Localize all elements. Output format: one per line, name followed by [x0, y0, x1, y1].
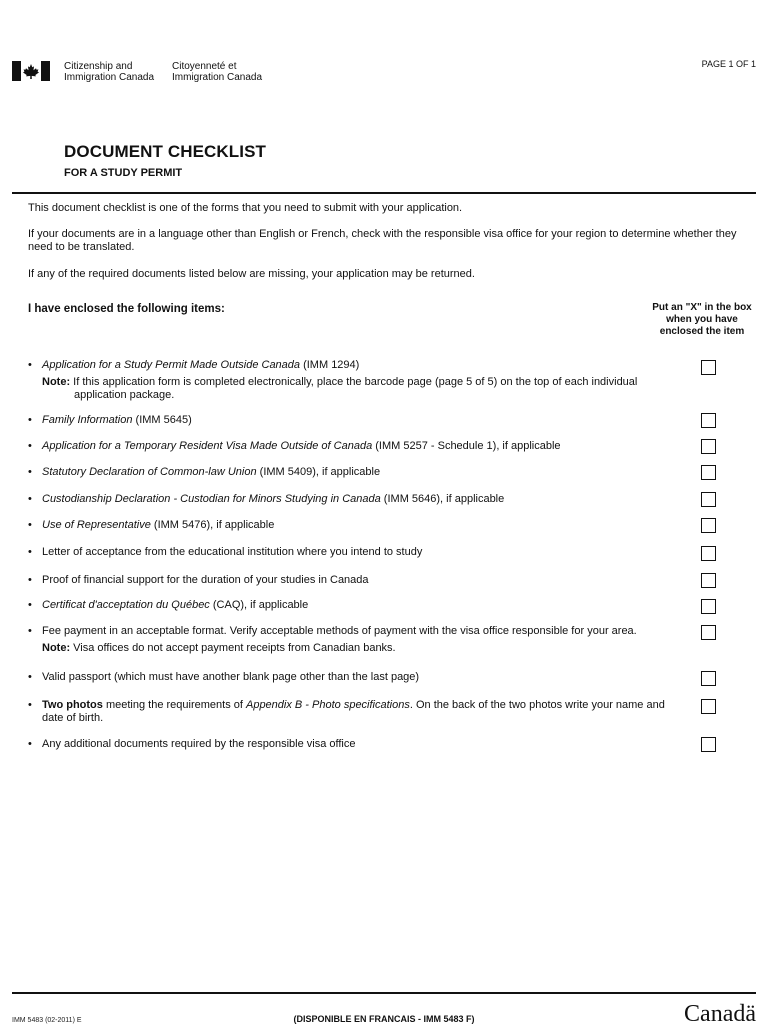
bullet-icon: •: [28, 574, 32, 586]
document-subtitle: FOR A STUDY PERMIT: [64, 167, 183, 179]
header-divider: [12, 192, 756, 194]
item-checkbox[interactable]: [701, 360, 716, 375]
bullet-icon: •: [28, 625, 32, 637]
checklist-item: • Two photos meeting the requirements of Appendix B - Photo specifications. On the back of the two photos write your name and date of birth.: [28, 699, 665, 724]
bullet-icon: •: [28, 440, 32, 452]
item-checkbox[interactable]: [701, 573, 716, 588]
canada-flag-icon: [12, 61, 50, 81]
item-checkbox[interactable]: [701, 546, 716, 561]
item-title: Any additional documents required by the responsible visa office: [42, 738, 356, 750]
item-detail: . On the back of the two photos write your name and date of birth.: [42, 699, 665, 724]
item-checkbox[interactable]: [701, 599, 716, 614]
item-title: Valid passport (which must have another blank page other than the last page): [42, 671, 420, 683]
checklist-item: [28, 493, 678, 506]
item-detail: (IMM 5645): [132, 414, 192, 426]
item-detail: (IMM 5646), if applicable: [380, 493, 505, 505]
item-checkbox[interactable]: [701, 625, 716, 640]
bullet-icon: •: [28, 738, 32, 750]
intro-paragraph: If any of the required documents listed below are missing, your application may be returned.: [28, 268, 475, 280]
intro-paragraph: If your documents are in a language other than English or French, check with the responsible visa office for your region to determine whether they need to be translated.: [28, 228, 737, 253]
checklist-item: [28, 414, 678, 427]
item-title: Custodianship Declaration - Custodian for Minors Studying in Canada: [42, 493, 381, 505]
item-title: Application for a Temporary Resident Visa Made Outside of Canada: [42, 440, 373, 452]
item-title: Proof of financial support for the duration of your studies in Canada: [42, 574, 369, 586]
item-detail: (IMM 5409), if applicable: [256, 466, 381, 478]
item-title: Letter of acceptance from the educational institution where you intend to study: [42, 546, 423, 558]
item-checkbox[interactable]: [701, 413, 716, 428]
item-title: Two photos: [42, 699, 103, 711]
department-name-fr: Citoyenneté et Immigration Canada: [172, 61, 263, 83]
item-title: Family Information: [42, 414, 133, 426]
bullet-icon: •: [28, 546, 32, 558]
item-checkbox[interactable]: [701, 518, 716, 533]
bullet-icon: •: [28, 493, 32, 505]
item-detail: (CAQ), if applicable: [209, 599, 309, 611]
checklist-item: [28, 671, 678, 684]
item-checkbox[interactable]: [701, 465, 716, 480]
item-title: Application for a Study Permit Made Outside Canada: [42, 359, 301, 371]
item-title: Use of Representative: [42, 519, 151, 531]
bullet-icon: •: [28, 671, 32, 683]
french-availability-note: (DISPONIBLE EN FRANCAIS - IMM 5483 F): [293, 1014, 475, 1024]
item-checkbox[interactable]: [701, 439, 716, 454]
bullet-icon: •: [28, 599, 32, 611]
item-title: Fee payment in an acceptable format. Verify acceptable methods of payment with the visa office responsible for your area.: [42, 625, 637, 637]
item-note: Note: Visa offices do not accept payment receipts from Canadian banks.: [42, 642, 396, 654]
intro-paragraph: This document checklist is one of the forms that you need to submit with your application.: [28, 202, 463, 214]
item-detail: (IMM 5476), if applicable: [150, 519, 275, 531]
item-detail: (IMM 5257 - Schedule 1), if applicable: [372, 440, 561, 452]
checklist-item: [28, 546, 678, 559]
form-code: IMM 5483 (02-2011) E: [12, 1017, 82, 1024]
checkbox-instruction: Put an "X" in the box when you have enclosed the item: [652, 302, 752, 337]
checklist-item: [28, 519, 678, 532]
item-title: Statutory Declaration of Common-law Union: [42, 466, 257, 478]
bullet-icon: •: [28, 359, 32, 371]
canada-wordmark: Canadä: [684, 1001, 756, 1027]
checklist-item: [28, 599, 678, 612]
checklist-item: [28, 359, 678, 402]
checklist-item: [28, 574, 678, 587]
item-checkbox[interactable]: [701, 699, 716, 714]
bullet-icon: •: [28, 519, 32, 531]
document-title: DOCUMENT CHECKLIST: [64, 142, 267, 161]
item-note: Note: If this application form is completed electronically, place the barcode page (page 5 of 5) on the top of each individual application package.: [42, 376, 638, 401]
checklist-item: [28, 738, 678, 751]
checklist-heading: I have enclosed the following items:: [28, 303, 225, 315]
checklist-item: [28, 466, 678, 479]
checklist-item: [28, 440, 678, 453]
page-number: PAGE 1 OF 1: [701, 59, 756, 69]
checklist-item: [28, 625, 678, 655]
bullet-icon: •: [28, 414, 32, 426]
item-reference: Appendix B - Photo specifications: [245, 699, 410, 711]
item-checkbox[interactable]: [701, 492, 716, 507]
bullet-icon: •: [28, 466, 32, 478]
department-name-en: Citizenship and Immigration Canada: [64, 61, 155, 83]
footer-divider: [12, 992, 756, 994]
item-checkbox[interactable]: [701, 671, 716, 686]
item-checkbox[interactable]: [701, 737, 716, 752]
item-title: Certificat d'acceptation du Québec: [42, 599, 210, 611]
bullet-icon: •: [28, 699, 32, 711]
item-detail: (IMM 1294): [300, 359, 360, 371]
